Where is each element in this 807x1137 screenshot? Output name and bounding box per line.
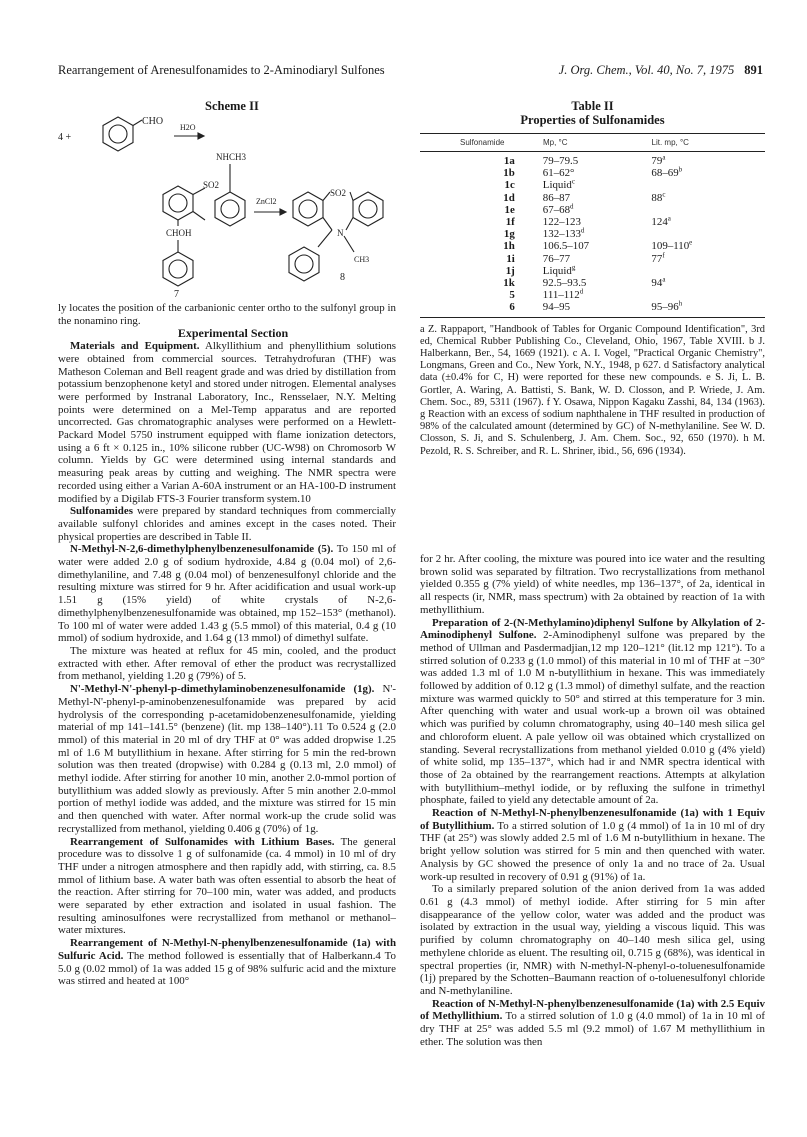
col-header-lit-mp: Lit. mp, °C — [651, 138, 689, 147]
carbinol-label: CHOH — [166, 228, 192, 238]
paragraph-heading: Sulfonamides — [70, 505, 133, 518]
table-body — [420, 155, 765, 314]
table-row — [420, 289, 765, 301]
compound-id: 1g — [503, 228, 515, 241]
compound-7-number: 7 — [174, 289, 179, 300]
compound-id: 1h — [503, 240, 515, 253]
right-paragraph — [420, 883, 765, 997]
left-paragraph — [58, 505, 396, 543]
col-header-sulfonamide: Sulfonamide — [460, 138, 505, 147]
melting-point: 106.5–107 — [542, 240, 590, 253]
benzaldehyde-ring — [103, 117, 133, 151]
paragraph-heading: N-Methyl-N-2,6-dimethylphenylbenzenesulfonamide (5). — [70, 543, 334, 556]
table-number: Table II — [571, 99, 614, 113]
table-row — [420, 253, 765, 265]
compound-id: 1a — [503, 155, 515, 167]
table-header — [420, 134, 765, 151]
literature-mp — [651, 228, 765, 240]
right-paragraph — [420, 998, 765, 1049]
paragraph-heading: Reaction of N-Methyl-N-phenylbenzenesulfonamide (1a) with 2.5 Equiv of Methyllithium. — [420, 997, 765, 1023]
zncl2-reagent: ZnCl2 — [256, 197, 277, 206]
table-ii — [420, 99, 765, 458]
right-column — [420, 553, 765, 1048]
melting-point: 92.5–93.5 — [542, 277, 587, 290]
right-paragraph — [420, 553, 765, 617]
paragraph-text: The mixture was heated at reflux for 45 min, cooled, and the product extracted with ether. After removal of ether the product was recrystallized from methanol, yielding 1.20 g (79%) of 5. — [58, 644, 396, 683]
compound-id: 1c — [504, 179, 515, 192]
left-paragraph — [58, 683, 396, 835]
literature-mp: 124$^a$ — [651, 214, 671, 229]
running-title: Rearrangement of Arenesulfonamides to 2-Aminodiaryl Sulfones — [58, 63, 385, 77]
left-column — [58, 302, 396, 988]
compound-id: 1i — [506, 252, 515, 265]
left-paragraph — [58, 340, 396, 505]
table-row — [420, 167, 765, 179]
paragraph-heading: Reaction of N-Methyl-N-phenylbenzenesulfonamide (1a) with 1 Equiv of Butyllithium. — [420, 807, 765, 832]
paragraph-text: for 2 hr. After cooling, the mixture was poured into ice water and the resulting brown solid was separated by filtration. Two recrystallizations from methanol yielded 0.355 g (7% yield) of white needles, mp 136–137°, of 2a, identical in all respects (ir, NMR, mass spectrum) with 2a obtained by reaction of 1a with methyllithium. — [420, 553, 765, 616]
paragraph-text: To a stirred solution of 1.0 g (4 mmol) of 1a in 10 ml of dry THF (at 25°) was slowly added 2.5 ml of 1.6 M n-butyllithium in hexane. The bright yellow solution was stirred for 5 min and then quenched with water. Analysis by GC showed the presence of only 1a and no trace of 2a. Usual work-up resulted in recovery of 0.91 g (91%) of 1a. — [420, 819, 766, 883]
left-paragraph — [58, 645, 396, 683]
compound-8-number: 8 — [340, 272, 345, 283]
literature-mp: 88$^c$ — [651, 189, 666, 204]
table-row — [420, 240, 765, 252]
n-methyl-label: CH3 — [354, 255, 370, 264]
paragraph-text: 2-Aminodiphenyl sulfone was prepared by the method of Ullman and Pasdermadjian,12 mp 120–121° (lit.12 mp 121°). To a stirred solution of 0.233 g (1.0 mmol) of this material in 10 ml of THF at −30° was added 1.3 ml of 1.0 M n-butyllithium in hexane. This was immediately followed by addition of 0.12 g (1.3 mmol) of dimethyl sulfate, and the reaction mixture was warmed quickly to 50° and stirred at this temperature for 3 min. After quenching with water and usual work-up a brown oil was obtained which was purified by column chromatography, using 40–140 mesh silica gel and chloroform eluent. A pale yellow oil was obtained which crystallized on standing. Several recrystallizations from methanol yielded 0.010 g (4% yield) of white solid, mp 135–137°, which had ir and NMR spectra identical with those of 2a obtained by the rearrangement reactions. Attempts at alkylation with butyllithium–methyl iodide, or by refluxing the sulfone in trimethyl phosphate, failed to yield any detectable amount of 2a. — [420, 629, 765, 807]
paragraph-heading: Rearrangement of Sulfonamides with Lithium Bases. — [70, 835, 335, 848]
compound-id: 1k — [503, 277, 515, 290]
paragraph-text: The general procedure was to dissolve 1 g of sulfonamide (ca. 4 mmol) in 10 ml of dry THF under a nitrogen atmosphere and then rapidly add, with stirring, ca. 8.5 mmol of lithium base. A water bath was often essential to absorb the heat of the reaction. After stirring for 70–100 min, water was added, and products were separated by ether extraction and isolated in usual fashion. The resulting aminosulfones were recrystallized from methanol or methanol–water mixtures. — [58, 835, 396, 937]
melting-point: Liquid$^g$ — [542, 263, 576, 277]
right-paragraph — [420, 617, 765, 808]
journal-citation — [559, 63, 763, 78]
melting-point: 79–79.5 — [542, 155, 579, 167]
sulfonyl-label-8: SO2 — [330, 188, 347, 198]
compound-id: 5 — [509, 289, 515, 302]
left-paragraph — [58, 543, 396, 645]
paragraph-heading: Rearrangement of N-Methyl-N-phenylbenzenesulfonamide (1a) with Sulfuric Acid. — [58, 937, 396, 962]
paragraph-text: The method followed is essentially that of Halberkann.4 To 5.0 g (0.02 mmol) of 1a was added 15 g of 98% sulfuric acid and the mixture was stirred and heated at 100° — [58, 949, 396, 988]
table-row — [420, 189, 765, 204]
compound-id: 1e — [504, 203, 515, 216]
melting-point: 86–87 — [542, 191, 571, 204]
paragraph-text: N'-Methyl-N'-phenyl-p-aminobenzenesulfonamide was prepared by acid hydrolysis of the corresponding p-acetamidobenzenesulfonamide, yielding material of mp 141–141.5° (benzene) (lit. mp 138–140°).11 To 0.524 g (2.0 mmol) of this material in 20 ml of dry THF at 0° was added dropwise 1.25 ml of 1.6 M butyllithium in hexane. After stirring for 5 min the red-brown solution was then treated (dropwise) with 0.284 g (0.13 ml, 2.0 mmol) of methyl iodide. After stirring for another 10 min, another 2.0-mmol portion of butyllithium was added slowly as previously. After 5 min another 2.0-mmol portion of methyl iodide was added, and the mixture was stirred for 15 min and then quenched with water. After normal work-up the crude solid was recrystallized from methanol, yielding 0.406 g (70%) of 1g. — [58, 683, 396, 835]
reactant-4-label: 4 + — [58, 132, 72, 143]
table-row — [420, 277, 765, 289]
table-row — [420, 179, 765, 191]
melting-point: 76–77 — [542, 252, 571, 265]
literature-mp — [651, 265, 765, 277]
table-footnotes: a Z. Rappaport, "Handbook of Tables for Organic Compound Identification", 3rd ed, Chemical Rubber Publishing Co., Cleveland, Ohio, 1967, Table XVIII. b J. Halberkann, Ber., 54, 1669 (1921). c A. I. Vogel, "Practical Organic Chemistry", Longmans, Green and Co., New York, N.Y., 1948, p 627. d Satisfactory analytical data (±0.4% for C, H) were reported for these new compounds. e S. Ji, L. B. Gortler, A. Waring, A. Battisti, S. Bank, W. D. Closson, and P. Wriede, J. Am. Chem. Soc., 89, 5311 (1967). f Y. Osawa, Nippon Kagaku Zasshi, 84, 134 (1963). g Reaction with an excess of sodium naphthalene in THF resulted in production of 98% of the calculated amount (determined by GC) of N-methylaniline. See W. D. Closson, S. Ji, and S. Schulenberg, J. Am. Chem. Soc., 92, 650 (1970). h M. Pezold, R. S. Schreiber, and R. L. Shriner, ibid., 56, 696 (1934). — [420, 323, 765, 457]
melting-point: 67–68$^d$ — [542, 202, 574, 216]
scheme-diagram — [58, 112, 403, 300]
methylamino-label: NHCH3 — [216, 152, 247, 162]
nitrogen-label: N — [337, 228, 344, 238]
hydrolysis-reagent: H2O — [180, 123, 196, 132]
paragraph-text: To a stirred solution of 1.0 g (4.0 mmol) of 1a in 10 ml of dry THF at 25° was added 5.5 ml (9.2 mmol) of 1.67 M methyllithium in ether. The solution was then — [420, 1010, 765, 1048]
compound-id: 1d — [503, 191, 515, 204]
col-header-mp: Mp, °C — [542, 138, 568, 147]
table-row — [420, 155, 765, 167]
paragraph-text: Alkyllithium and phenyllithium solutions were obtained from commercial sources. Tetrahydrofuran (THF) was Matheson Coleman and Bell reagent grade and was dried by distillation from potassium benzophenone ketyl and stored under nitrogen. Elemental analyses were performed by Instranal Laboratory, Inc., Rensselaer, N.Y. Melting points were determined on a Mel-Temp apparatus and are reported uncorrected. Gas chromatographic analyses were performed on a Hewlett-Packard Model 5750 instrument equipped with flame ionization detectors, using a 6 ft × 0.125 in., 10% silicone rubber (UC-W98) on Chromosorb W column. Yields by GC were determined using internal standards and measuring peak areas by cutting and weighing. The NMR spectra were recorded using either a Varian A-60A instrument or an HA-100-D instrument modified by a Digilab FTS-3 Fourier transform system.10 — [58, 340, 397, 505]
table-caption: Properties of Sulfonamides — [520, 113, 665, 127]
table-row — [420, 228, 765, 240]
table-row — [420, 301, 765, 313]
melting-point: 61–62° — [542, 167, 575, 180]
melting-point: 111–112$^d$ — [542, 287, 584, 302]
melting-point: Liquid$^c$ — [542, 177, 575, 192]
compound-id: 1j — [505, 264, 515, 277]
compound-id: 1f — [505, 216, 515, 229]
page-number: 891 — [744, 63, 763, 77]
paragraph-heading: N'-Methyl-N'-phenyl-p-dimethylaminobenzenesulfonamide (1g). — [70, 683, 375, 696]
intro-paragraph: ly locates the position of the carbanionic center ortho to the sulfonyl group in the nonamino ring. — [58, 302, 396, 327]
paragraph-text: To a similarly prepared solution of the anion derived from 1a was added 0.61 g (4.3 mmol) of methyl iodide. After stirring for 5 min after disappearance of the yellow color, water was added and the product was isolated by extraction in the usual way, yielding a viscous liquid. This was purified by column chromatography on 40–140 mesh silica gel, using methylene chloride as eluent. The resulting oil, 0.715 g (68%), was identical in spectral properties (ir, NMR) with N-methyl-N-phenyl-o-toluenesulfonamide (1j) prepared by the Schotten–Baumann reaction of o-toluenesulfonyl chloride and N-methylaniline. — [420, 883, 765, 997]
sulfonyl-label-7: SO2 — [203, 180, 220, 190]
left-paragraph — [58, 836, 396, 938]
literature-mp: 95–96$^h$ — [651, 299, 683, 314]
melting-point: 94–95 — [542, 301, 571, 314]
literature-mp — [651, 289, 765, 301]
paragraph-heading: Materials and Equipment. — [70, 340, 200, 353]
table-row — [420, 204, 765, 216]
table-row — [420, 216, 765, 228]
scheme-title: Scheme II — [205, 99, 259, 113]
table-row — [420, 265, 765, 277]
left-paragraph — [58, 937, 396, 988]
literature-mp: 77$^f$ — [651, 251, 665, 265]
journal-name: J. Org. Chem., Vol. 40, No. 7, 1975 — [558, 63, 735, 77]
paragraph-text: were prepared by standard techniques from commercially available sulfonyl chlorides and amines except in the cases noted. Their physical properties are described in Table II. — [58, 505, 396, 543]
compound-id: 6 — [509, 301, 515, 314]
melting-point: 122–123 — [542, 216, 581, 229]
paragraph-heading: Preparation of 2-(N-Methylamino)diphenyl Sulfone by Alkylation of 2-Aminodiphenyl Sulfone. — [420, 616, 765, 642]
literature-mp: 79$^a$ — [651, 153, 666, 167]
paragraph-text: To 150 ml of water were added 2.0 g of sodium hydroxide, 4.84 g (0.04 mol) of 2,6-dimethylaniline, and 7.48 g (0.04 mol) of benzenesulfonyl chloride and the resulting mixture was stirred for 9 hr. After acidification and usual work-up 1.51 g (15% yield) of white crystals of N-2,6-dimethylphenylbenzenesulfonamide was obtained, mp 152–153° (methanol). To 100 ml of water were added 1.43 g (5.5 mmol) of this material, 0.4 g (10 mmol) of sodium hydroxide, and 1.64 g (13 mmol) of dimethyl sulfate. — [58, 543, 396, 645]
aldehyde-label: CHO — [142, 116, 164, 127]
literature-mp: 109–110e — [651, 238, 693, 253]
right-paragraph — [420, 807, 765, 883]
melting-point: 132–133$^d$ — [542, 226, 585, 241]
compound-id: 1b — [503, 167, 515, 180]
literature-mp — [651, 179, 765, 191]
section-title: Experimental Section — [177, 326, 289, 341]
literature-mp: 68–69$^b$ — [651, 165, 683, 180]
literature-mp: 94$^a$ — [651, 275, 666, 290]
